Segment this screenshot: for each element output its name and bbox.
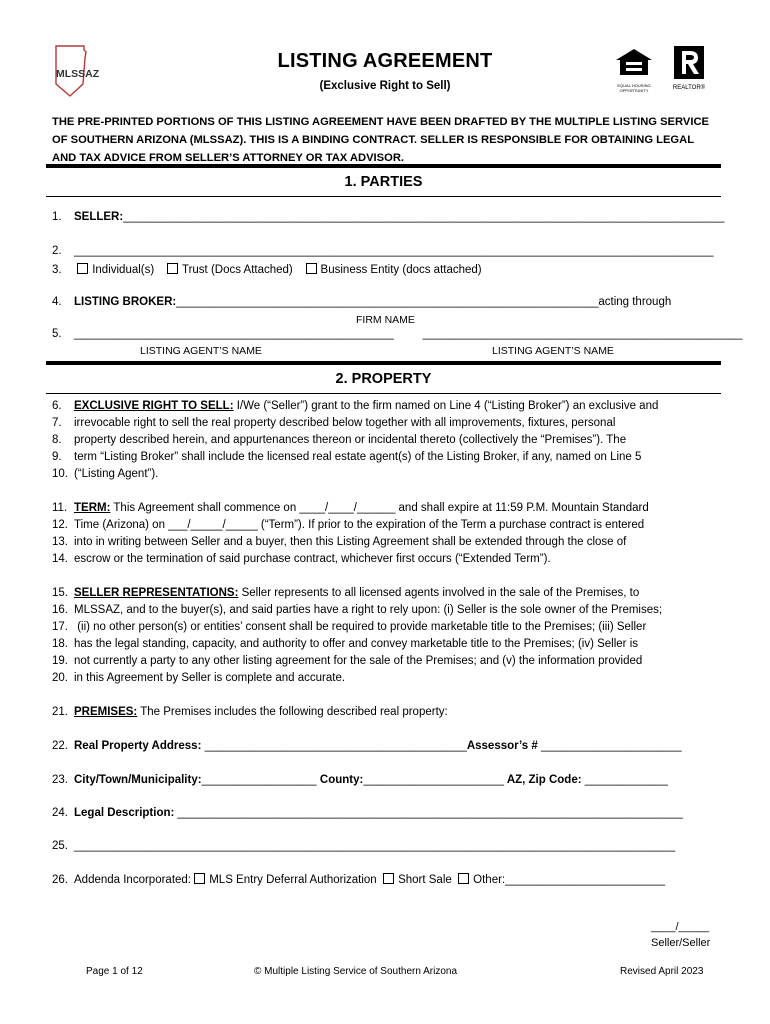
line-9: 9. term “Listing Broker” shall include the licensed real estate agent(s) of the Listing Broker, if any, named on Line 5 (52, 451, 642, 463)
firm-name-caption: FIRM NAME (356, 314, 415, 326)
line-18: 18. has the legal standing, capacity, and authority to offer and convey marketable title to the Premises; (iv) Seller is (52, 638, 639, 650)
other-checkbox[interactable] (458, 873, 469, 884)
line-listing-broker: 4. LISTING BROKER:__________________________________________________________________acting through (52, 296, 672, 308)
seller-initials-field[interactable]: ____/_____ (651, 921, 710, 933)
line-13: 13. into in writing between Seller and a buyer, then this Listing Agreement shall be extended through the close of (52, 536, 627, 548)
document-subtitle: (Exclusive Right to Sell) (319, 80, 451, 92)
line-14: 14. escrow or the termination of said purchase contract, whichever first occurs (“Extended Term”). (52, 553, 551, 565)
line-7: 7. irrevocable right to sell the real property described below together with all improvements, fixtures, personal (52, 417, 616, 429)
legal-description-field-2[interactable]: ______________________________________________________________________________________________ (74, 840, 676, 852)
city-field[interactable]: __________________ (201, 774, 317, 786)
individual-checkbox[interactable] (77, 263, 88, 274)
copyright: © Multiple Listing Service of Southern Arizona (254, 966, 458, 977)
business-entity-checkbox[interactable] (306, 263, 317, 274)
section-rule (46, 196, 721, 197)
zip-code-field[interactable]: _____________ (581, 774, 668, 786)
listing-agent-field-b[interactable]: __________________________________________________ (422, 328, 743, 340)
line-22: 22. Real Property Address: _________________________________________Assessor’s # ______________________ (52, 740, 682, 752)
line-25: 25. ______________________________________________________________________________________________ (52, 840, 676, 852)
line-20: 20. in this Agreement by Seller is complete and accurate. (52, 672, 346, 684)
eho-text: EQUAL HOUSING OPPORTUNITY (617, 83, 651, 93)
listing-agent-caption: LISTING AGENT’S NAME (492, 345, 614, 357)
short-sale-checkbox[interactable] (383, 873, 394, 884)
line-24: 24. Legal Description: _______________________________________________________________________________ (52, 807, 683, 819)
listing-agent-caption: LISTING AGENT’S NAME (140, 345, 262, 357)
line-11: 11. TERM: This Agreement shall commence on ____/____/______ and shall expire at 11:59 P.M. Mountain Standard (52, 502, 649, 514)
line-6: 6. EXCLUSIVE RIGHT TO SELL: I/We (“Seller”) grant to the firm named on Line 4 (“Listing Broker”) an exclusive and (52, 400, 659, 412)
line-15: 15. SELLER REPRESENTATIONS: Seller represents to all licensed agents involved in the sale of the Premises, to (52, 587, 640, 599)
listing-broker-field[interactable]: __________________________________________________________________ (176, 296, 599, 308)
property-address-field[interactable]: _________________________________________ (201, 740, 467, 752)
section-rule (46, 393, 721, 394)
legal-description-field[interactable]: _______________________________________________________________________________ (174, 807, 683, 819)
county-field[interactable]: ______________________ (363, 774, 505, 786)
line-19: 19. not currently a party to any other listing agreement for the sale of the Premises; and (v) the information provided (52, 655, 643, 667)
assessor-number-field[interactable]: ______________________ (537, 740, 682, 752)
line-seller-type: 3. Individual(s) Trust (Docs Attached) Business Entity (docs attached) (52, 264, 482, 276)
line-26: 26. Addenda Incorporated: MLS Entry Deferral Authorization Short Sale Other:_________________________ (52, 874, 666, 886)
line-listing-agent: 5. __________________________________________________ __________________________________________________ (52, 328, 743, 340)
realtor-text: REALTOR® (672, 85, 706, 91)
trust-checkbox[interactable] (167, 263, 178, 274)
line-17: 17. (ii) no other person(s) or entities’ consent shall be required to provide marketable title to the Premises; (iii) Seller (52, 621, 647, 633)
line-16: 16. MLSSAZ, and to the buyer(s), and said parties have a right to rely upon: (i) Seller is the sole owner of the Premises; (52, 604, 663, 616)
revision-date: Revised April 2023 (620, 966, 704, 977)
logo-text: MLSSAZ (56, 68, 100, 80)
line-8: 8. property described herein, and appurtenances thereon or incidental thereto (collectively the “Premises”). The (52, 434, 627, 446)
line-10: 10. (“Listing Agent”). (52, 468, 159, 480)
section-rule (46, 361, 721, 365)
line-21: 21. PREMISES: The Premises includes the following described real property: (52, 706, 448, 718)
page-number: Page 1 of 12 (86, 966, 143, 977)
document-title: LISTING AGREEMENT (277, 50, 493, 72)
line-23: 23. City/Town/Municipality:__________________ County:______________________ AZ, Zip Code: _____________ (52, 774, 668, 786)
section-rule (46, 164, 721, 168)
listing-agent-field-a[interactable]: __________________________________________________ (74, 328, 394, 340)
line-12: 12. Time (Arizona) on ___/_____/_____ (“Term”). If prior to the expiration of the Term a purchase contract is entered (52, 519, 645, 531)
mls-deferral-checkbox[interactable] (194, 873, 205, 884)
realtor-icon (668, 46, 710, 90)
section-heading-parties: 1. PARTIES (344, 174, 423, 190)
line-seller-2: 2. ____________________________________________________________________________________________________ (52, 245, 714, 257)
seller-field-2[interactable]: ____________________________________________________________________________________________________ (74, 245, 714, 257)
line-seller: 1. SELLER:______________________________________________________________________________________________ (52, 211, 725, 223)
seller-field[interactable]: ______________________________________________________________________________________________ (123, 211, 725, 223)
equal-housing-icon (612, 48, 656, 93)
seller-initials-label: Seller/Seller (651, 937, 711, 949)
section-heading-property: 2. PROPERTY (335, 371, 432, 387)
preamble: THE PRE-PRINTED PORTIONS OF THIS LISTING AGREEMENT HAVE BEEN DRAFTED BY THE MULTIPLE LISTING SERVICE OF SOUTHERN ARIZONA (MLSSAZ). THIS IS A BINDING CONTRACT. SELLER IS RESPONSIBLE FOR OBTAINING LEGAL AND TAX ADVICE FROM SELLER’S ATTORNEY OR TAX ADVISOR. (52, 116, 709, 164)
other-addenda-field[interactable]: _________________________ (505, 874, 666, 886)
